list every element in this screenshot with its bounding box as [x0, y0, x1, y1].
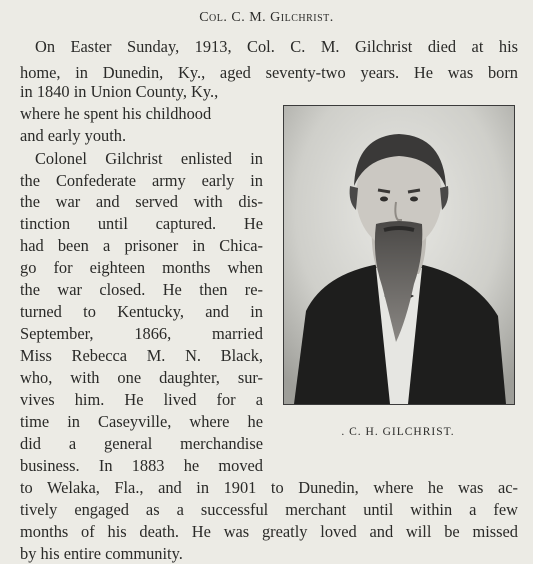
text-line: business. In 1883 he moved: [20, 456, 263, 475]
text-line: vives him. He lived for a: [20, 390, 263, 409]
text-line: who, with one daughter, sur-: [20, 368, 263, 387]
text-line: the Confederate army early in: [20, 171, 263, 190]
text-line: the war closed. He then re-: [20, 280, 263, 299]
text-line: home, in Dunedin, Ky., aged seventy-two years. He was born: [20, 63, 518, 82]
text-line: Miss Rebecca M. N. Black,: [20, 346, 263, 365]
text-line: tinction until captured. He: [20, 214, 263, 233]
text-line: turned to Kentucky, and in: [20, 302, 263, 321]
text-line: September, 1866, married: [20, 324, 263, 343]
text-line: On Easter Sunday, 1913, Col. C. M. Gilchrist died at his: [35, 37, 518, 56]
text-line: the war and served with dis-: [20, 192, 263, 211]
text-line: go for eighteen months when: [20, 258, 263, 277]
text-line: by his entire community.: [20, 544, 183, 563]
portrait-caption: . C. H. GILCHRIST.: [341, 426, 455, 438]
text-line: time in Caseyville, where he: [20, 412, 263, 431]
text-line: where he spent his childhood: [20, 104, 212, 123]
text-line: in 1840 in Union County, Ky.,: [20, 82, 219, 101]
text-line: months of his death. He was greatly loved and will be missed: [20, 522, 518, 541]
text-line: had been a prisoner in Chica-: [20, 236, 263, 255]
text-line: did a general merchandise: [20, 434, 263, 453]
text-line: Colonel Gilchrist enlisted in: [35, 149, 263, 168]
text-line: to Welaka, Fla., and in 1901 to Dunedin, where he was ac-: [20, 478, 518, 497]
text-line: and early youth.: [20, 126, 127, 145]
article-title: Col. C. M. Gilchrist.: [199, 10, 334, 25]
portrait-photo: [283, 105, 515, 405]
text-line: tively engaged as a successful merchant until within a few: [20, 500, 518, 519]
